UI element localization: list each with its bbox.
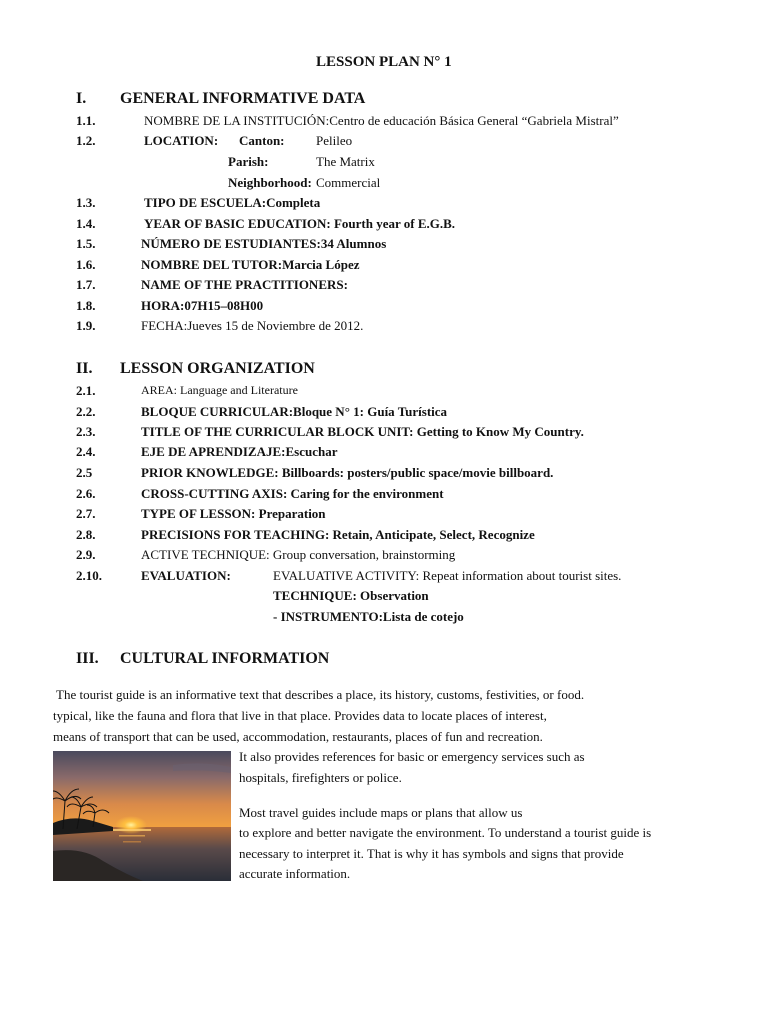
field-value: Caring for the environment — [290, 486, 444, 501]
field-label: ACTIVE TECHNIQUE: — [141, 547, 270, 562]
field-value: Completa — [266, 195, 321, 210]
field-label: - INSTRUMENTO: — [273, 609, 383, 624]
field-value: Group conversation, brainstorming — [272, 547, 456, 562]
item-number: 2.2. — [76, 404, 96, 419]
field-value: Billboards: posters/public space/movie billboard. — [281, 465, 554, 480]
item-number: 1.2. — [76, 133, 96, 148]
item-number: 1.9. — [76, 318, 96, 333]
page-title: LESSON PLAN N° 1 — [316, 54, 452, 70]
field-label: EJE DE APRENDIZAJE: — [141, 444, 286, 459]
section-title-lesson-organization: LESSON ORGANIZATION — [120, 360, 315, 377]
field-label: CROSS-CUTTING AXIS: — [141, 486, 288, 501]
item-number: 1.6. — [76, 257, 96, 272]
field-value: Centro de educación Básica General “Gabriela Mistral” — [329, 113, 619, 128]
field-label: BLOQUE CURRICULAR: — [141, 404, 294, 419]
item-number: 2.7. — [76, 506, 96, 521]
item-number: 1.7. — [76, 277, 96, 292]
section-number: I. — [76, 90, 87, 107]
section-number: III. — [76, 650, 99, 667]
block-unit-title-field — [141, 424, 584, 440]
field-label: NOMBRE DEL TUTOR: — [141, 257, 283, 272]
section-number: II. — [76, 360, 93, 377]
item-number: 2.4. — [76, 444, 96, 459]
field-value: Escuchar — [285, 444, 338, 459]
paragraph-line: typical, like the fauna and flora that live in that place. Provides data to locate places of interest, — [53, 708, 547, 723]
item-number: 1.5. — [76, 236, 96, 251]
field-value: The Matrix — [316, 154, 375, 169]
field-label: NOMBRE DE LA INSTITUCIÓN: — [144, 113, 330, 128]
field-value: Getting to Know My Country. — [416, 424, 584, 439]
field-label: Canton: — [239, 133, 285, 148]
paragraph-line: Most travel guides include maps or plans that allow us — [239, 805, 523, 820]
field-label: NAME OF THE PRACTITIONERS: — [141, 277, 348, 292]
section-title-general-data: GENERAL INFORMATIVE DATA — [120, 90, 366, 107]
field-label: PRIOR KNOWLEDGE: — [141, 465, 279, 480]
learning-axis-field — [141, 444, 337, 460]
field-label: TYPE OF LESSON: — [141, 506, 256, 521]
field-value: Observation — [360, 588, 429, 603]
basic-education-field — [144, 216, 455, 232]
item-number: 2.6. — [76, 486, 96, 501]
field-label: TIPO DE ESCUELA: — [144, 195, 267, 210]
field-label: FECHA: — [141, 318, 188, 333]
paragraph-line: necessary to interpret it. That is why it has symbols and signs that provide — [239, 846, 624, 861]
paragraph-line: It also provides references for basic or emergency services such as — [239, 749, 585, 764]
lesson-type-field — [141, 506, 326, 522]
active-technique-field — [141, 547, 455, 563]
item-number: 2.3. — [76, 424, 96, 439]
evaluative-activity-field — [273, 568, 621, 584]
cross-cutting-axis-field — [141, 486, 444, 502]
field-label: Parish: — [228, 154, 269, 169]
field-value: 34 Alumnos — [320, 236, 387, 251]
field-value: Repeat information about tourist sites. — [422, 568, 622, 583]
item-number: 1.1. — [76, 113, 96, 128]
curricular-block-field — [141, 404, 447, 420]
item-number: 1.8. — [76, 298, 96, 313]
paragraph-line: to explore and better navigate the environment. To understand a tourist guide is — [239, 825, 652, 840]
field-label: HORA: — [141, 298, 185, 313]
field-label: YEAR OF BASIC EDUCATION: — [144, 216, 331, 231]
field-value: Bloque N° 1: Guía Turística — [293, 404, 448, 419]
field-value: Marcia López — [282, 257, 360, 272]
institution-field — [144, 113, 619, 129]
field-value: Lista de cotejo — [382, 609, 464, 624]
item-number: 1.3. — [76, 195, 96, 210]
field-value: Pelileo — [316, 133, 353, 148]
paragraph-line: hospitals, firefighters or police. — [239, 770, 402, 785]
field-label: EVALUATION: — [141, 568, 231, 583]
field-label: PRECISIONS FOR TEACHING: — [141, 527, 330, 542]
beach-sunset-photo — [53, 751, 231, 881]
tutor-field — [141, 257, 360, 273]
instrument-field — [273, 609, 464, 625]
field-value: 07H15–08H00 — [184, 298, 264, 313]
field-value: Language and Literature — [180, 383, 298, 397]
field-label: Neighborhood: — [228, 175, 312, 190]
item-number: 1.4. — [76, 216, 96, 231]
technique-field — [273, 588, 429, 604]
item-number: 2.5 — [76, 465, 93, 480]
item-number: 2.8. — [76, 527, 96, 542]
field-value: Commercial — [316, 175, 381, 190]
item-number: 2.1. — [76, 383, 96, 398]
school-type-field — [144, 195, 320, 211]
students-field — [141, 236, 386, 252]
field-value: Retain, Anticipate, Select, Recognize — [332, 527, 535, 542]
time-field — [141, 298, 263, 314]
item-number: 2.10. — [76, 568, 102, 583]
section-title-cultural-information: CULTURAL INFORMATION — [120, 650, 330, 667]
area-field — [141, 383, 298, 398]
paragraph-line: The tourist guide is an informative text that describes a place, its history, customs, festivities, or food. — [53, 687, 585, 702]
field-label: TECHNIQUE: — [273, 588, 357, 603]
field-label: LOCATION: — [144, 133, 219, 148]
paragraph-line: accurate information. — [239, 866, 351, 881]
field-value: Preparation — [258, 506, 326, 521]
field-value: Jueves 15 de Noviembre de 2012. — [187, 318, 364, 333]
date-field — [141, 318, 363, 334]
paragraph-line: means of transport that can be used, accommodation, restaurants, places of fun and recreation. — [53, 729, 543, 744]
field-value: Fourth year of E.G.B. — [333, 216, 456, 231]
field-label: AREA: — [141, 383, 177, 397]
field-label: TITLE OF THE CURRICULAR BLOCK UNIT: — [141, 424, 414, 439]
precisions-field — [141, 527, 535, 543]
prior-knowledge-field — [141, 465, 553, 481]
item-number: 2.9. — [76, 547, 96, 562]
field-label: EVALUATIVE ACTIVITY: — [273, 568, 420, 583]
field-label: NÚMERO DE ESTUDIANTES: — [141, 236, 321, 251]
